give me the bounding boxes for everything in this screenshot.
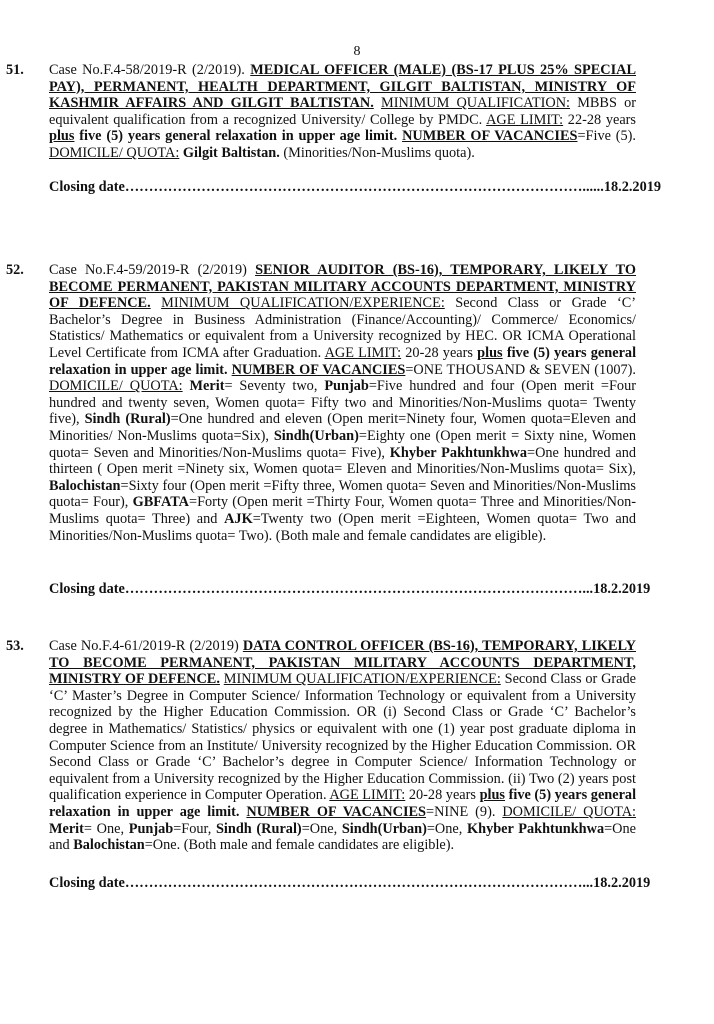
vacancies-text: =Five (5). (577, 128, 637, 145)
quota-sindh-rural-label: Sindh (Rural) (84, 411, 171, 428)
domicile-gilgit-baltistan: Gilgit Baltistan. (182, 144, 280, 161)
quota-kp-label: Khyber Pakhtunkhwa (467, 820, 605, 837)
domicile-rest: (Minorities/Non-Muslims quota). (283, 144, 475, 161)
vacancies-text: =ONE THOUSAND & SEVEN (1007). (405, 361, 636, 378)
quota-punjab-text: =Five hundred and four (Open merit =Four hundred and twenty seven, Women quota= Fifty two and Minorities/Non-Muslims quota= Twenty five), (49, 378, 636, 428)
relaxation-plus: plus (479, 787, 506, 804)
quota-sindh-rural-text: =One hundred and eleven (Open merit=Ninety four, Women quota=Eleven and Minorities/ Non-Muslims quota=Six), (49, 411, 636, 444)
item-body (49, 62, 636, 162)
closing-date-leader: ……………………………………………………………………………………... (124, 581, 594, 597)
qualification-label: MINIMUM QUALIFICATION/EXPERIENCE: (223, 671, 501, 688)
relaxation-text: five (5) years general relaxation in upper age limit. (49, 344, 637, 378)
post-title: DATA CONTROL OFFICER (BS-16), TEMPORARY, LIKELY TO BECOME PERMANENT, PAKISTAN MILITARY ACCOUNTS DEPARTMENT, MINISTRY OF DEFENCE. (49, 638, 636, 688)
relaxation-text: five (5) years general relaxation in upper age limit. (79, 128, 398, 145)
quota-kp-text: =One hundred and thirteen ( Open merit =Ninety six, Women quota= Eleven and Minorities/Non-Muslims quota= Six), (49, 444, 636, 478)
age-limit-label: AGE LIMIT: (329, 787, 406, 804)
vacancies-label: NUMBER OF VACANCIES (246, 803, 427, 820)
relaxation-text: five (5) years general relaxation in upper age limit. (49, 787, 637, 820)
quota-sindh-rural-label: Sindh (Rural) (215, 820, 302, 837)
quota-punjab-label: Punjab (128, 820, 174, 837)
closing-date-leader: ……………………………………………………………………………………... (124, 875, 594, 891)
vacancies-text: =NINE (9). (426, 803, 496, 820)
age-limit-text: 20-28 years (405, 344, 473, 361)
quota-punjab-text: =Four, (173, 820, 212, 837)
closing-date-label: Closing date (49, 581, 125, 597)
closing-date (49, 581, 651, 598)
vacancies-label: NUMBER OF VACANCIES (402, 128, 578, 145)
item-body (49, 262, 636, 544)
qualification-label: MINIMUM QUALIFICATION: (380, 95, 571, 112)
domicile-label: DOMICILE/ QUOTA: (49, 378, 183, 395)
quota-ajk-label: AJK (224, 510, 253, 527)
relaxation-plus: plus (49, 128, 75, 145)
qualification-label: MINIMUM QUALIFICATION/EXPERIENCE: (161, 295, 445, 312)
quota-gbfata-label: GBFATA (132, 494, 190, 511)
quota-sindh-urban-text: =Eighty one (Open merit = Sixty nine, Women quota= Seven and Minorities/Non-Muslims quota= Five), (49, 427, 637, 461)
age-limit-label: AGE LIMIT: (486, 111, 564, 128)
quota-punjab-label: Punjab (324, 378, 369, 395)
post-title: MEDICAL OFFICER (MALE) (BS-17 PLUS 25% SPECIAL PAY), PERMANENT, HEALTH DEPARTMENT, GILGIT BALTISTAN, MINISTRY OF KASHMIR AFFAIRS AND GILGIT BALTISTAN. (49, 62, 636, 112)
qualification-text: Second Class or Grade ‘C’ Master’s Degree in Computer Science/ Information Technology or equivalent from a University recognized by the Higher Education Commission. OR (i) Second Class or Grade ‘C’ Bachelor’s degree in Mathematics/ Statistics/ physics or equivalent with one (1) year post graduate diploma in Computer Science from an Institute/ University recognized by the Higher Education Commission. OR Second Class or Grade ‘C’ Bachelor’s degree in Computer Science/ Information Technology or equivalent from a University recognized by the Higher Education Commission. (ii) Two (2) years post qualification experience in Computer Operation. (49, 671, 636, 804)
case-number: Case No.F.4-58/2019-R (2/2019). (49, 62, 245, 78)
qualification-text: MBBS or equivalent qualification from a recognized University/ College by PMDC. (49, 95, 636, 128)
age-limit-label: AGE LIMIT: (324, 344, 402, 361)
closing-date (49, 875, 651, 892)
closing-date-leader: ……………………………………………………………………………………...... (124, 179, 604, 195)
page-number: 8 (353, 44, 361, 59)
quota-merit-text: = One, (83, 820, 125, 837)
qualification-text: Second Class or Grade ‘C’ Bachelor’s Degree in Business Administration (Finance/Accounting)/ Commerce/ Economics/ Statistics/ Mathematics or equivalent from a University recognized by HEC. OR ICMA Operational Level Certificate from ICMA after Graduation. (49, 295, 637, 361)
quota-balochistan-label: Balochistan (49, 477, 121, 494)
closing-date-value: 18.2.2019 (593, 581, 651, 597)
item-body (49, 638, 636, 854)
quota-ajk-text: =Twenty two (Open merit =Eighteen, Women quota= Two and Minorities/Non-Muslims quota= Two). (Both male and female candidates are eligible). (49, 510, 636, 544)
domicile-label: DOMICILE/ QUOTA: (49, 144, 180, 161)
quota-balochistan-text: =One. (Both male and female candidates are eligible). (144, 837, 455, 854)
age-limit-text: 20-28 years (408, 787, 476, 804)
closing-date (49, 179, 662, 196)
quota-merit-label: Merit (49, 820, 84, 837)
age-limit-text: 22-28 years (567, 111, 636, 128)
closing-date-label: Closing date (49, 875, 125, 891)
quota-sindh-rural-text: =One, (301, 820, 338, 837)
case-number: Case No.F.4-59/2019-R (2/2019) (49, 262, 247, 278)
case-number: Case No.F.4-61/2019-R (2/2019) (49, 638, 239, 654)
relaxation-plus: plus (477, 344, 503, 361)
quota-sindh-urban-text: =One, (426, 820, 463, 837)
item-number: 53. (6, 638, 24, 654)
quota-kp-label: Khyber Pakhtunkhwa (389, 444, 528, 461)
domicile-label: DOMICILE/ QUOTA: (502, 803, 636, 820)
quota-merit-label: Merit (189, 378, 225, 395)
item-number: 51. (6, 62, 24, 78)
quota-sindh-urban-label: Sindh(Urban) (341, 820, 427, 837)
post-title: SENIOR AUDITOR (BS-16), TEMPORARY, LIKELY TO BECOME PERMANENT, PAKISTAN MILITARY ACCOUNTS DEPARTMENT, MINISTRY OF DEFENCE. (49, 262, 636, 312)
closing-date-label: Closing date (49, 179, 125, 195)
closing-date-value: 18.2.2019 (593, 875, 651, 891)
quota-kp-text: =One and (49, 820, 636, 854)
vacancies-label: NUMBER OF VACANCIES (231, 361, 406, 378)
item-number: 52. (6, 262, 24, 278)
quota-balochistan-label: Balochistan (73, 837, 145, 854)
quota-sindh-urban-label: Sindh(Urban) (273, 427, 359, 444)
quota-balochistan-text: =Sixty four (Open merit =Fifty three, Women quota= Seven and Minorities/Non-Muslims quota= Four), (49, 477, 636, 511)
quota-gbfata-text: =Forty (Open merit =Thirty Four, Women quota= Three and Minorities/Non-Muslims quota= Three) and (49, 494, 636, 527)
quota-merit-text: = Seventy two, (224, 378, 318, 395)
closing-date-value: 18.2.2019 (603, 179, 662, 195)
